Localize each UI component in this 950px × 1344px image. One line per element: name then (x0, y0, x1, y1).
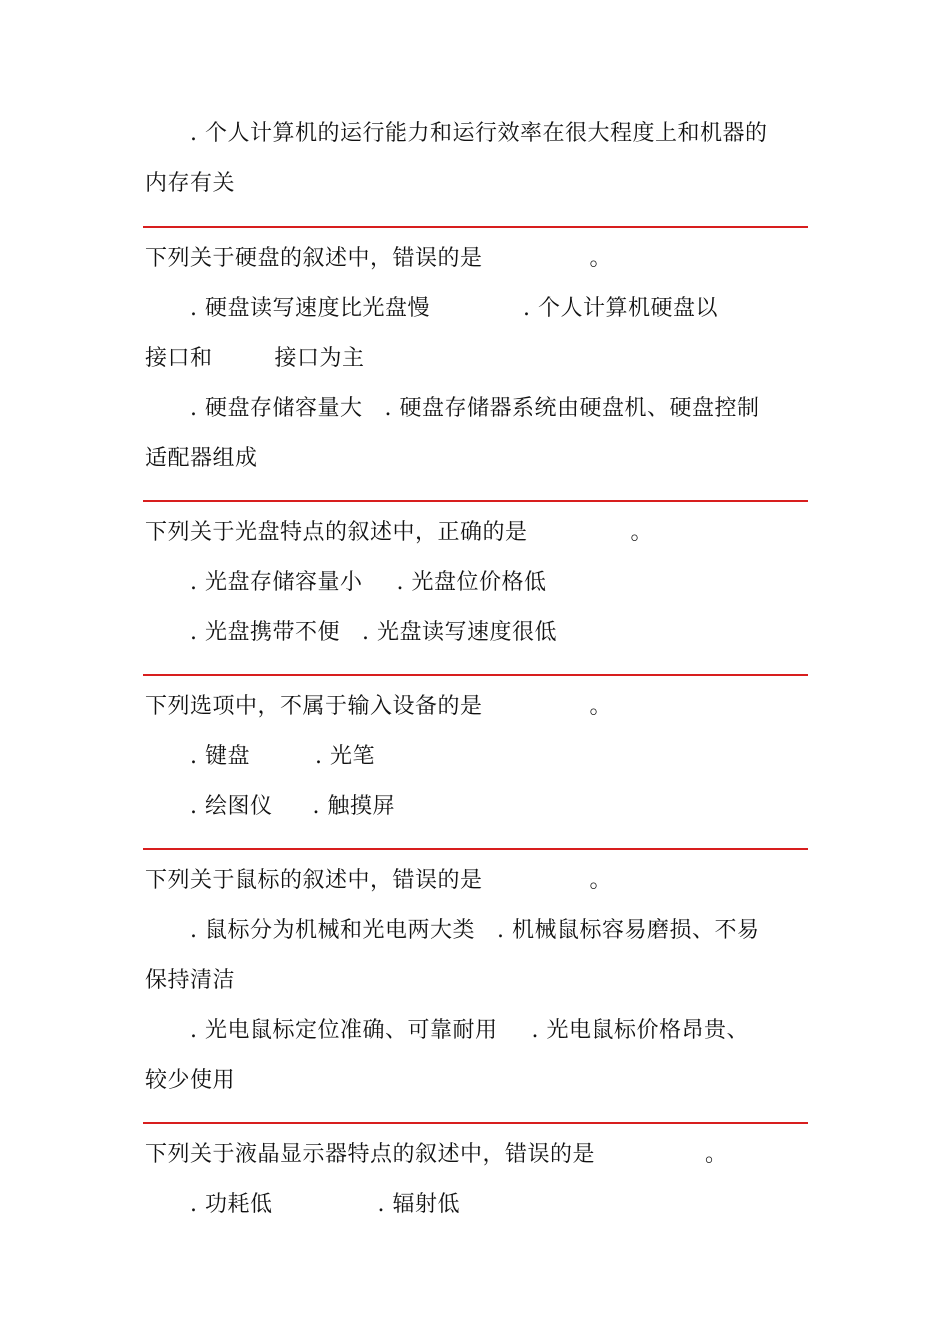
question-3-text: 下列选项中，不属于输入设备的是 (145, 694, 483, 719)
question-1-blank-end: 。 (589, 246, 613, 271)
question-5-option-a: . 功耗低 (190, 1192, 273, 1217)
question-2-option-b: . 光盘位价格低 (396, 570, 547, 595)
question-3-option-b: . 光笔 (315, 744, 375, 769)
question-4-stem (145, 866, 612, 896)
intro-line-2: 内存有关 (145, 171, 236, 196)
question-4-blank-end: 。 (589, 868, 613, 893)
question-1-options-cd (190, 394, 760, 424)
question-4-option-d: . 光电鼠标价格昂贵、 (531, 1018, 749, 1043)
question-2-option-a: . 光盘存储容量小 (190, 570, 363, 595)
question-5-option-b: . 辐射低 (377, 1192, 460, 1217)
question-1-continuation (145, 344, 365, 374)
question-3-blank-end: 。 (589, 694, 613, 719)
question-4-text: 下列关于鼠标的叙述中，错误的是 (145, 868, 483, 893)
divider (143, 500, 808, 502)
question-1-cont-b: 接口为主 (274, 346, 365, 371)
divider (143, 226, 808, 228)
question-2-text: 下列关于光盘特点的叙述中，正确的是 (145, 520, 528, 545)
question-1-option-b: . 个人计算机硬盘以 (523, 296, 718, 321)
question-2-blank-end: 。 (630, 520, 654, 545)
question-3-options-ab (190, 742, 375, 772)
question-3-option-d: . 触摸屏 (312, 794, 395, 819)
question-1-stem (145, 244, 612, 274)
question-5-stem (145, 1140, 728, 1170)
question-1-continuation-2: 适配器组成 (145, 446, 258, 471)
question-4-option-c: . 光电鼠标定位准确、可靠耐用 (190, 1018, 498, 1043)
question-4-options-cd (190, 1016, 749, 1046)
question-1-option-c: . 硬盘存储容量大 (190, 396, 363, 421)
question-1-cont-a: 接口和 (145, 346, 213, 371)
question-4-continuation-2: 较少使用 (145, 1068, 236, 1093)
divider (143, 848, 808, 850)
divider (143, 1122, 808, 1124)
question-3-options-cd (190, 792, 395, 822)
question-2-option-c: . 光盘携带不便 (190, 620, 340, 645)
question-2-option-d: . 光盘读写速度很低 (362, 620, 557, 645)
intro-line-1: . 个人计算机的运行能力和运行效率在很大程度上和机器的 (190, 121, 768, 146)
question-4-options-ab (190, 916, 760, 946)
question-2-stem (145, 518, 653, 548)
question-4-option-a: . 鼠标分为机械和光电两大类 (190, 918, 475, 943)
question-3-option-c: . 绘图仪 (190, 794, 273, 819)
question-1-option-a: . 硬盘读写速度比光盘慢 (190, 296, 430, 321)
question-1-options-ab (190, 294, 718, 324)
question-5-options-ab (190, 1190, 460, 1220)
question-5-blank-end: 。 (705, 1142, 728, 1167)
question-4-continuation: 保持清洁 (145, 968, 236, 993)
question-3-option-a: . 键盘 (190, 744, 250, 769)
question-3-stem (145, 692, 612, 722)
question-1-text: 下列关于硬盘的叙述中，错误的是 (145, 246, 483, 271)
question-5-text: 下列关于液晶显示器特点的叙述中，错误的是 (145, 1142, 596, 1167)
question-2-options-ab (190, 568, 547, 598)
question-2-options-cd (190, 618, 557, 648)
question-1-option-d: . 硬盘存储器系统由硬盘机、硬盘控制 (384, 396, 760, 421)
question-4-option-b: . 机械鼠标容易磨损、不易 (497, 918, 760, 943)
divider (143, 674, 808, 676)
